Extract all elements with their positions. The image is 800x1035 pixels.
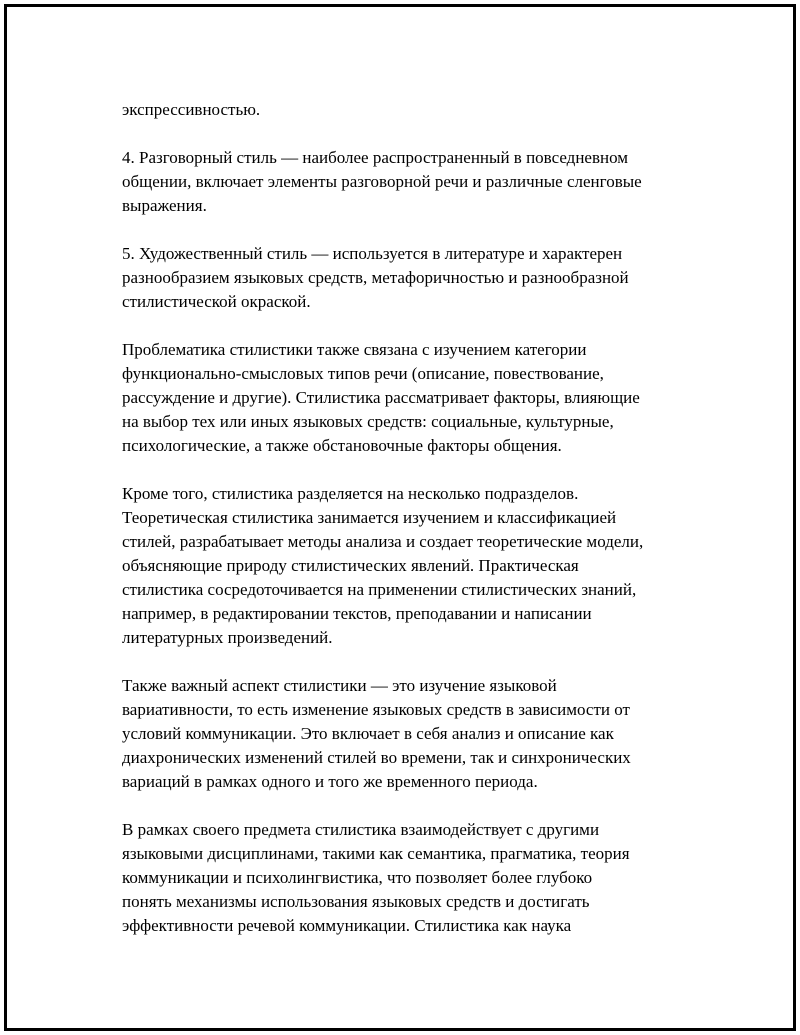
text-line: выражения.: [122, 196, 207, 215]
text-line: Кроме того, стилистика разделяется на несколько подразделов.: [122, 484, 579, 503]
document-body: [122, 98, 702, 962]
paragraph: [122, 674, 702, 794]
text-line: Также важный аспект стилистики — это изучение языковой: [122, 676, 557, 695]
text-line: например, в редактировании текстов, преподавании и написании: [122, 604, 592, 623]
text-line: В рамках своего предмета стилистика взаимодействует с другими: [122, 820, 600, 839]
paragraph: [122, 482, 702, 650]
paragraph: [122, 98, 702, 122]
paragraph: [122, 146, 702, 218]
text-line: литературных произведений.: [122, 628, 333, 647]
text-line: объясняющие природу стилистических явлений. Практическая: [122, 556, 579, 575]
text-line: вариативности, то есть изменение языковых средств в зависимости от: [122, 700, 630, 719]
text-line: психологические, а также обстановочные факторы общения.: [122, 436, 562, 455]
text-line: общении, включает элементы разговорной речи и различные сленговые: [122, 172, 642, 191]
text-line: стилей, разрабатывает методы анализа и создает теоретические модели,: [122, 532, 644, 551]
paragraph: [122, 338, 702, 458]
text-line: на выбор тех или иных языковых средств: социальные, культурные,: [122, 412, 614, 431]
text-line: 4. Разговорный стиль — наиболее распространенный в повседневном: [122, 148, 629, 167]
text-line: рассуждение и другие). Стилистика рассматривает факторы, влияющие: [122, 388, 640, 407]
paragraph: [122, 242, 702, 314]
text-line: разнообразием языковых средств, метафоричностью и разнообразной: [122, 268, 629, 287]
text-line: Проблематика стилистики также связана с изучением категории: [122, 340, 587, 359]
text-line: стилистической окраской.: [122, 292, 311, 311]
paragraph: [122, 818, 702, 938]
text-line: 5. Художественный стиль — используется в литературе и характерен: [122, 244, 623, 263]
text-line: понять механизмы использования языковых средств и достигать: [122, 892, 590, 911]
text-line: функционально-смысловых типов речи (описание, повествование,: [122, 364, 604, 383]
page-frame: [4, 4, 796, 1031]
text-line: условий коммуникации. Это включает в себя анализ и описание как: [122, 724, 614, 743]
text-line: диахронических изменений стилей во времени, так и синхронических: [122, 748, 631, 767]
text-line: вариаций в рамках одного и того же временного периода.: [122, 772, 538, 791]
text-line: стилистика сосредоточивается на применении стилистических знаний,: [122, 580, 637, 599]
text-line: языковыми дисциплинами, такими как семантика, прагматика, теория: [122, 844, 630, 863]
text-line: экспрессивностью.: [122, 100, 261, 119]
text-line: Теоретическая стилистика занимается изучением и классификацией: [122, 508, 617, 527]
text-line: эффективности речевой коммуникации. Стилистика как наука: [122, 916, 572, 935]
text-line: коммуникации и психолингвистика, что позволяет более глубоко: [122, 868, 593, 887]
